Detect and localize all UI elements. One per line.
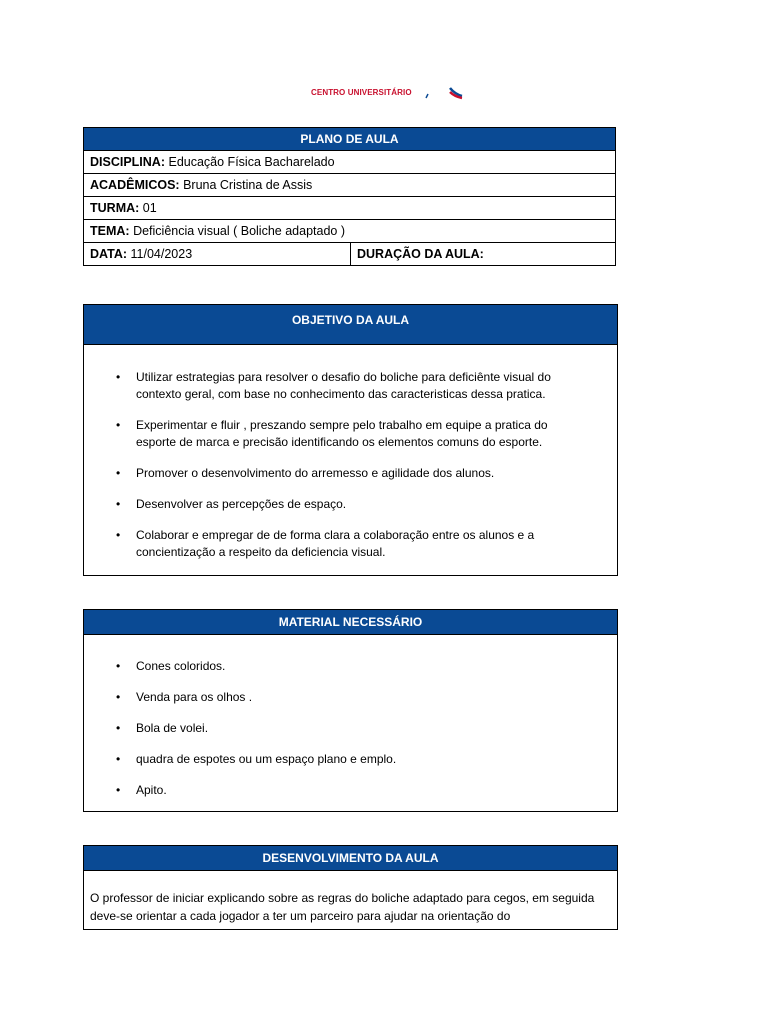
objectives-list bbox=[84, 345, 617, 561]
university-logo bbox=[300, 80, 480, 104]
development-section bbox=[83, 845, 618, 930]
materials-list bbox=[84, 635, 617, 799]
material-item: • Cones coloridos. bbox=[84, 658, 617, 675]
materials-section bbox=[83, 609, 618, 812]
duration-label: DURAÇÃO DA AULA: bbox=[357, 247, 484, 261]
theme-value: Deficiência visual ( Boliche adaptado ) bbox=[133, 224, 345, 238]
discipline-label: DISCIPLINA: bbox=[90, 155, 165, 169]
discipline-row bbox=[84, 151, 616, 174]
material-item: • Venda para os olhos . bbox=[84, 689, 617, 706]
academics-row bbox=[84, 174, 616, 197]
development-text: O professor de iniciar explicando sobre as regras do boliche adaptado para cegos, em seguida deve-se orientar a cada jogador a ter um parceiro para ajudar na orientação do bbox=[90, 891, 595, 923]
objective-item: • Colaborar e empregar de de forma clara a colaboração entre os alunos e a concientização a respeito da deficiencia visual. bbox=[84, 527, 617, 561]
material-item: • Apito. bbox=[84, 782, 617, 799]
duration-cell bbox=[351, 243, 616, 266]
material-item: • quadra de espotes ou um espaço plano e emplo. bbox=[84, 751, 617, 768]
development-title: DESENVOLVIMENTO DA AULA bbox=[84, 846, 617, 871]
academics-value: Bruna Cristina de Assis bbox=[183, 178, 313, 192]
objective-item: • Experimentar e fluir , preszando sempre pelo trabalho em equipe a pratica do esporte de marca e precisão identificando os elementos comuns do esporte. bbox=[84, 417, 617, 451]
academics-label: ACADÊMICOS: bbox=[90, 178, 180, 192]
plan-title: PLANO DE AULA bbox=[84, 128, 616, 151]
date-label: DATA: bbox=[90, 247, 128, 261]
class-value: 01 bbox=[142, 201, 157, 215]
class-label: TURMA: bbox=[90, 201, 140, 215]
material-item: • Bola de volei. bbox=[84, 720, 617, 737]
objectives-title: OBJETIVO DA AULA bbox=[84, 305, 617, 345]
theme-row bbox=[84, 220, 616, 243]
objectives-section bbox=[83, 304, 618, 576]
lesson-plan-table bbox=[83, 127, 616, 266]
objective-item: • Utilizar estrategias para resolver o desafio do boliche para deficiênte visual do contexto geral, com base no conhecimento das caracteristicas dessa pratica. bbox=[84, 369, 617, 403]
date-cell bbox=[84, 243, 351, 266]
materials-title: MATERIAL NECESSÁRIO bbox=[84, 610, 617, 635]
objective-item: • Desenvolver as percepções de espaço. bbox=[84, 496, 617, 513]
logo-mark-icon bbox=[422, 84, 470, 104]
discipline-value: Educação Física Bacharelado bbox=[168, 155, 335, 169]
date-value: 11/04/2023 bbox=[130, 247, 193, 261]
theme-label: TEMA: bbox=[90, 224, 130, 238]
class-row bbox=[84, 197, 616, 220]
logo-text: CENTRO UNIVERSITÁRIO bbox=[311, 88, 412, 97]
objective-item: • Promover o desenvolvimento do arremesso e agilidade dos alunos. bbox=[84, 465, 617, 482]
